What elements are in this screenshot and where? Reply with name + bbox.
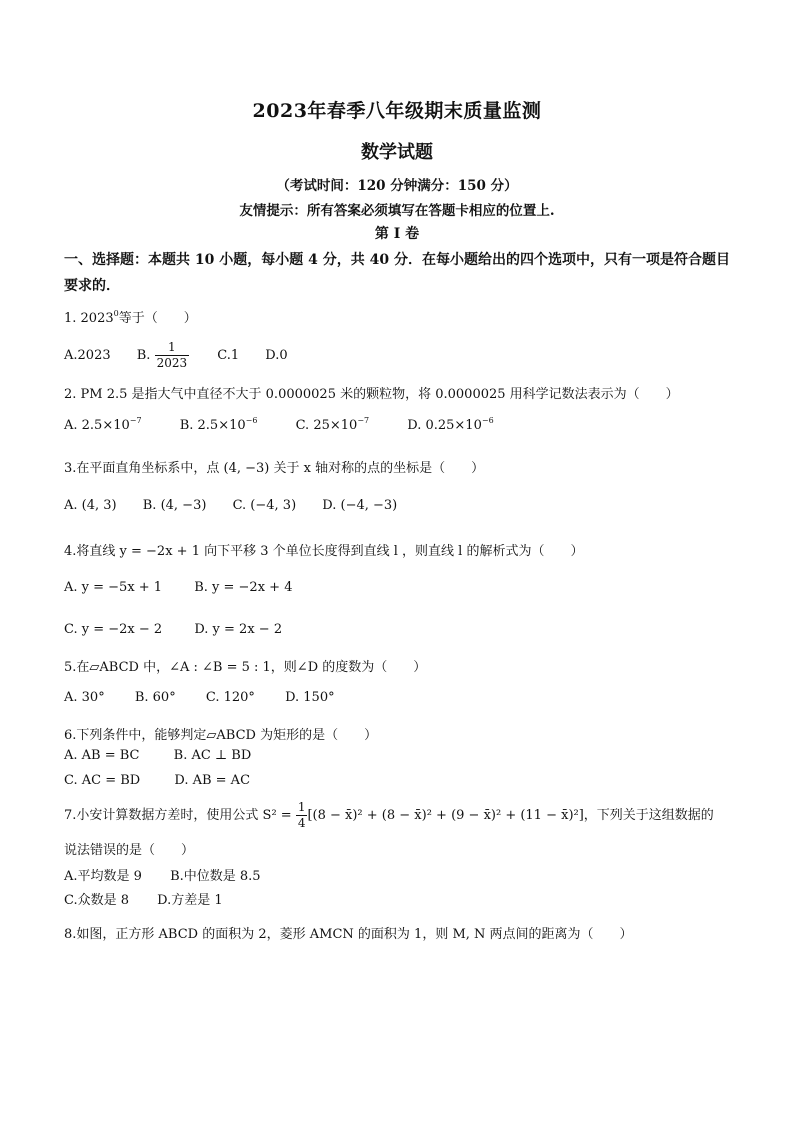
option-a: A.2023 <box>64 348 111 363</box>
question-5-stem: 5.在▱ABCD 中，∠A : ∠B = 5 : 1，则∠D 的度数为（ ） <box>64 660 427 675</box>
option-d: D. 150° <box>285 690 335 705</box>
exam-tip: 友情提示：所有答案必须填写在答题卡相应的位置上. <box>239 203 555 219</box>
question-7-options-row1 <box>64 865 283 884</box>
section-heading: 一、选择题：本题共 10 小题，每小题 4 分，共 40 分．在每小题给出的四个选项中，只有一项是符合题目要求的． <box>64 252 730 294</box>
option-a: A. (4, 3) <box>64 498 117 513</box>
option-a: A. 30° <box>64 690 105 705</box>
question-1-options <box>64 340 310 371</box>
option-b: B. AC ⊥ BD <box>173 748 252 763</box>
option-c: C. AC = BD <box>64 773 141 788</box>
question-7-options-row2 <box>64 889 245 908</box>
question-7-stem-cont: 说法错误的是（ ） <box>64 843 195 858</box>
fraction: $\frac{1}{2023}$ <box>156 340 188 370</box>
question-4-options-row1 <box>64 580 314 595</box>
option-d: D.0 <box>265 348 288 363</box>
option-a: A. y = −5x + 1 <box>64 580 163 595</box>
option-c: C. (−4, 3) <box>232 498 297 513</box>
exam-title: 2023年春季八年级期末质量监测 <box>252 100 542 122</box>
option-d: D. y = 2x − 2 <box>194 622 283 637</box>
question-2-options <box>64 416 516 433</box>
option-c: C. y = −2x − 2 <box>64 622 163 637</box>
exam-subject: 数学试题 <box>361 142 433 163</box>
option-c: C. 120° <box>205 690 255 705</box>
option-c: C. $25\times 10^{-7}$ <box>295 416 370 433</box>
option-d: D. $0.25\times 10^{-6}$ <box>407 416 494 433</box>
question-6-options-row1 <box>64 748 273 763</box>
option-b: B. $\frac{1}{2023}$ <box>136 340 188 370</box>
question-8-stem: 8.如图，正方形 ABCD 的面积为 2，菱形 AMCN 的面积为 1，则 M, N 两点间的距离为（ ） <box>64 927 633 942</box>
question-1-stem: 1. 2023$^0$等于（ ） <box>64 309 197 326</box>
question-6-stem: 6.下列条件中，能够判定▱ABCD 为矩形的是（ ） <box>64 728 378 743</box>
question-3-stem: 3.在平面直角坐标系中，点 (4, −3) 关于 x 轴对称的点的坐标是（ ） <box>64 461 485 476</box>
question-5-options <box>64 690 357 705</box>
volume-label: 第 I 卷 <box>374 226 420 242</box>
question-2-stem: 2. PM 2.5 是指大气中直径不大于 0.0000025 米的颗粒物，将 0.0000025 用科学记数法表示为（ ） <box>64 387 679 402</box>
question-6-options-row2 <box>64 773 272 788</box>
option-b: B.中位数是 8.5 <box>170 869 261 884</box>
option-a: A. AB = BC <box>64 748 140 763</box>
fraction: $\frac{1}{4}$ <box>297 800 306 830</box>
question-3-options <box>64 498 419 513</box>
option-d: D. AB = AC <box>174 773 251 788</box>
exam-info: （考试时间：120 分钟满分：150 分） <box>276 178 518 194</box>
question-4-options-row2 <box>64 622 304 637</box>
option-b: B. (4, −3) <box>142 498 207 513</box>
option-a: A. $2.5\times 10^{-7}$ <box>64 416 142 433</box>
question-7-stem: 7.小安计算数据方差时，使用公式 S² = $\frac{1}{4}$ [(8 − x̄)² + (8 − x̄)² + (9 − x̄)² + (11 − x̄)²]，下列关于这组数据的 <box>64 800 714 830</box>
option-b: B. y = −2x + 4 <box>194 580 293 595</box>
option-b: B. 60° <box>134 690 176 705</box>
option-d: D. (−4, −3) <box>322 498 398 513</box>
option-c: C.众数是 8 <box>64 893 130 908</box>
question-4-stem: 4.将直线 y = −2x + 1 向下平移 3 个单位长度得到直线 l ，则直线 l 的解析式为（ ） <box>64 544 584 559</box>
option-c: C.1 <box>217 348 240 363</box>
option-d: D.方差是 1 <box>157 893 223 908</box>
option-b: B. $2.5\times 10^{-6}$ <box>179 416 258 433</box>
option-a: A.平均数是 9 <box>64 869 142 884</box>
